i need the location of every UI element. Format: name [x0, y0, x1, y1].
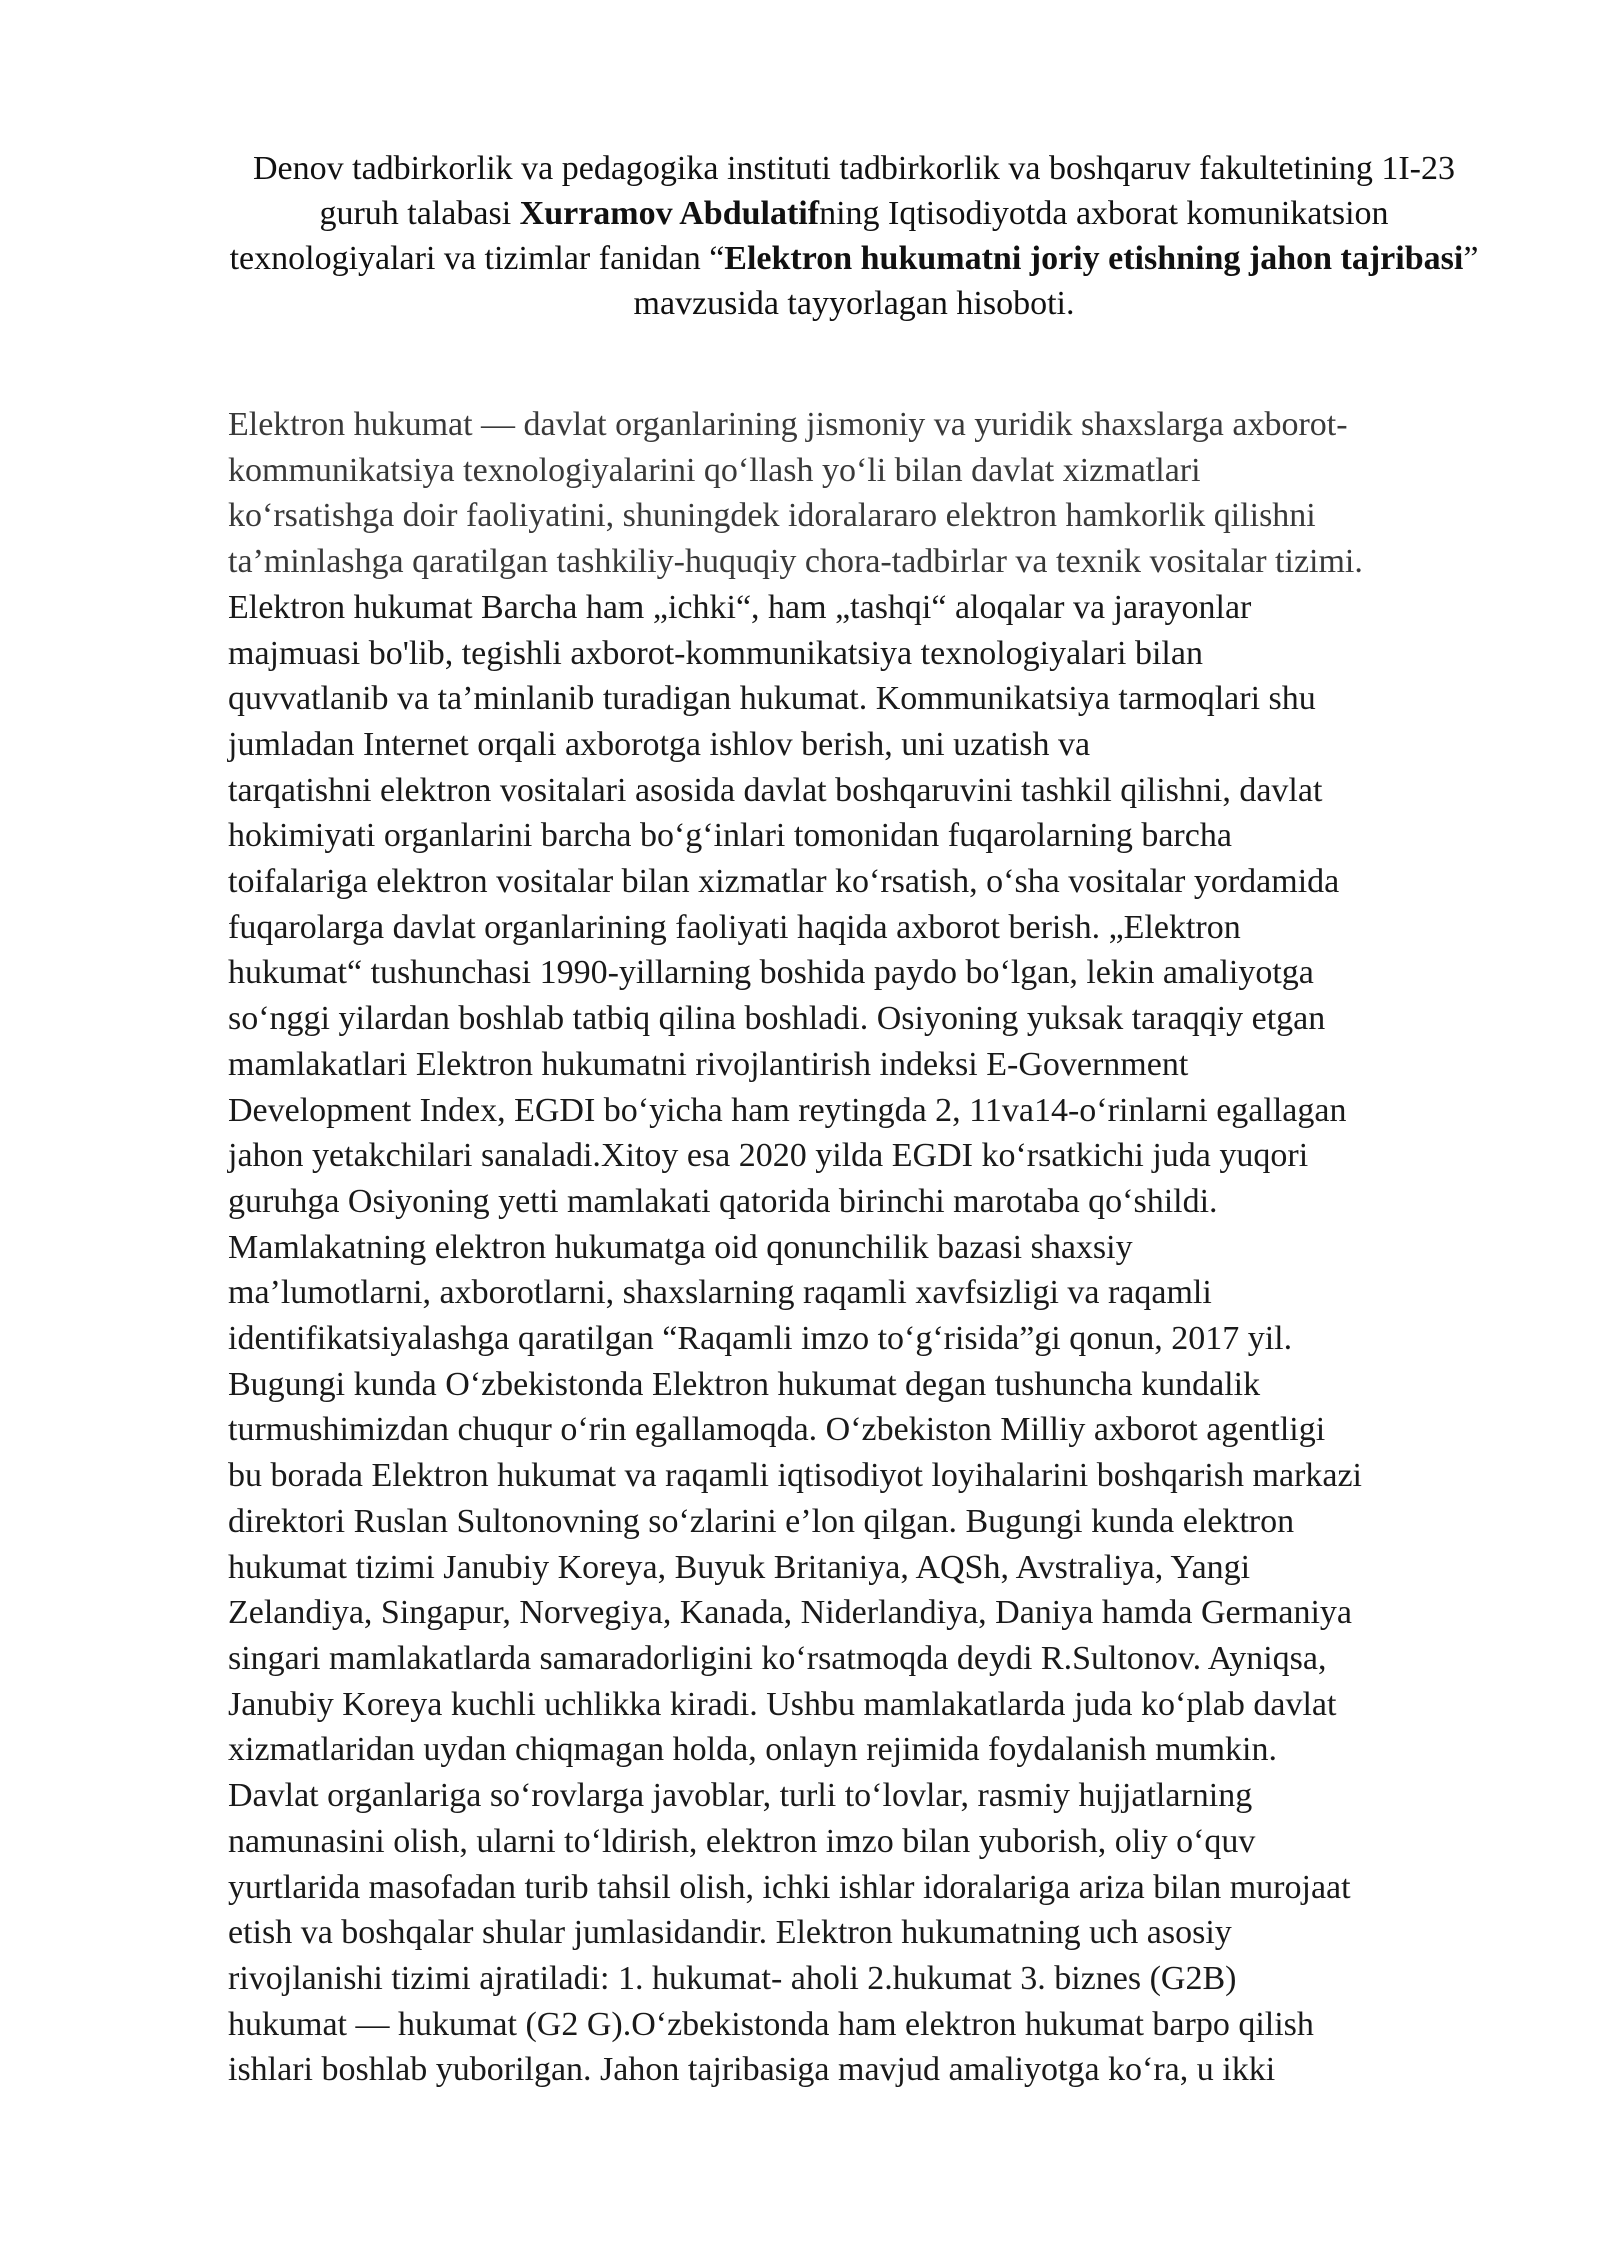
body-line: direktori Ruslan Sultonovning so‘zlarini e’lon qilgan. Bugungi kunda elektron [228, 1502, 1295, 1540]
body-line: yurtlarida masofadan turib tahsil olish, ichki ishlar idoralariga ariza bilan murojaat [228, 1868, 1351, 1906]
body-line: ma’lumotlarni, axborotlarni, shaxslarning raqamli xavfsizligi va raqamli [228, 1274, 1212, 1312]
body-line: toifalariga elektron vositalar bilan xizmatlar ko‘rsatish, o‘sha vositalar yordamida [228, 863, 1340, 901]
body-line: so‘nggi yilardan boshlab tatbiq qilina boshladi. Osiyoning yuksak taraqqiy etgan [228, 1000, 1326, 1038]
body-line: Janubiy Koreya kuchli uchlikka kiradi. Ushbu mamlakatlarda juda ko‘plab davlat [228, 1685, 1337, 1723]
body-line: fuqarolarga davlat organlarining faoliyati haqida axborot berish. „Elektron [228, 908, 1241, 946]
body-line: rivojlanishi tizimi ajratiladi: 1. hukumat- aholi 2.hukumat 3. biznes (G2B) [228, 1959, 1237, 1997]
heading-text-part-2: ning Iqtisodiyotda axborat komunikatsion texnologiyalari va tizimlar fanidan “ [229, 195, 1389, 277]
student-name: Xurramov Abdulatif [519, 195, 820, 232]
body-line: bu borada Elektron hukumat va raqamli iqtisodiyot loyihalarini boshqarish markazi [228, 1457, 1363, 1495]
body-line: etish va boshqalar shular jumlasidandir. Elektron hukumatning uch asosiy [228, 1914, 1232, 1952]
body-line: namunasini olish, ularni to‘ldirish, elektron imzo bilan yuborish, oliy o‘quv [228, 1822, 1256, 1860]
body-line: ta’minlashga qaratilgan tashkiliy-huquqiy chora-tadbirlar va texnik vositalar tizimi. [228, 543, 1363, 581]
body-line: identifikatsiyalashga qaratilgan “Raqamli imzo to‘g‘risida”gi qonun, 2017 yil. [228, 1320, 1293, 1358]
body-line: Zelandiya, Singapur, Norvegiya, Kanada, Niderlandiya, Daniya hamda Germaniya [228, 1594, 1353, 1632]
body-line: Development Index, EGDI bo‘yicha ham reytingda 2, 11va14-o‘rinlarni egallagan [228, 1091, 1347, 1129]
body-line: hukumat“ tushunchasi 1990-yillarning boshida paydo bo‘lgan, lekin amaliyotga [228, 954, 1314, 992]
body-line: majmuasi bo'lib, tegishli axborot-kommunikatsiya texnologiyalari bilan [228, 634, 1203, 672]
body-line: guruhga Osiyoning yetti mamlakati qatorida birinchi marotaba qo‘shildi. [228, 1182, 1218, 1220]
report-heading [228, 146, 1480, 326]
report-topic: Elektron hukumatni joriy etishning jahon tajribasi [724, 240, 1464, 277]
heading-text-part-1: Denov tadbirkorlik va pedagogika instituti tadbirkorlik va boshqaruv fakultetining 1I-23 guruh talabasi [252, 150, 1456, 232]
body-line: Bugungi kunda O‘zbekistonda Elektron hukumat degan tushuncha kundalik [228, 1365, 1261, 1403]
body-line: Elektron hukumat — davlat organlarining jismoniy va yuridik shaxslarga axborot- [228, 406, 1348, 443]
body-line: quvvatlanib va ta’minlanib turadigan hukumat. Kommunikatsiya tarmoqlari shu [228, 680, 1316, 718]
body-line: hukumat — hukumat (G2 G).O‘zbekistonda ham elektron hukumat barpo qilish [228, 2005, 1314, 2043]
body-line: hokimiyati organlarini barcha bo‘g‘inlari tomonidan fuqarolarning barcha [228, 817, 1232, 855]
body-line: jumladan Internet orqali axborotga ishlov berish, uni uzatish va [228, 725, 1091, 763]
body-line: hukumat tizimi Janubiy Koreya, Buyuk Britaniya, AQSh, Avstraliya, Yangi [228, 1548, 1251, 1586]
body-line: xizmatlaridan uydan chiqmagan holda, onlayn rejimida foydalanish mumkin. [228, 1731, 1278, 1769]
body-line: turmushimizdan chuqur o‘rin egallamoqda. O‘zbekiston Milliy axborot agentligi [228, 1411, 1326, 1449]
report-body [228, 402, 1528, 2093]
body-line: kommunikatsiya texnologiyalarini qo‘llash yo‘li bilan davlat xizmatlari [228, 451, 1201, 489]
body-line: Mamlakatning elektron hukumatga oid qonunchilik bazasi shaxsiy [228, 1228, 1133, 1266]
body-line: Davlat organlariga so‘rovlarga javoblar, turli to‘lovlar, rasmiy hujjatlarning [228, 1777, 1253, 1815]
body-line: ko‘rsatishga doir faoliyatini, shuningdek idoralararo elektron hamkorlik qilishni [228, 497, 1316, 535]
body-line: Elektron hukumat Barcha ham „ichki“, ham „tashqi“ aloqalar va jarayonlar [228, 588, 1252, 626]
body-line: tarqatishni elektron vositalari asosida davlat boshqaruvini tashkil qilishni, davlat [228, 771, 1323, 809]
body-line: jahon yetakchilari sanaladi.Xitoy esa 2020 yilda EGDI ko‘rsatkichi juda yuqori [228, 1137, 1309, 1175]
body-line: mamlakatlari Elektron hukumatni rivojlantirish indeksi E-Government [228, 1045, 1189, 1083]
body-line: singari mamlakatlarda samaradorligini ko‘rsatmoqda deydi R.Sultonov. Ayniqsa, [228, 1639, 1327, 1677]
heading-text-part-3: ” mavzusida tayyorlagan hisoboti. [633, 240, 1479, 322]
body-line: ishlari boshlab yuborilgan. Jahon tajribasiga mavjud amaliyotga ko‘ra, u ikki [228, 2051, 1276, 2089]
